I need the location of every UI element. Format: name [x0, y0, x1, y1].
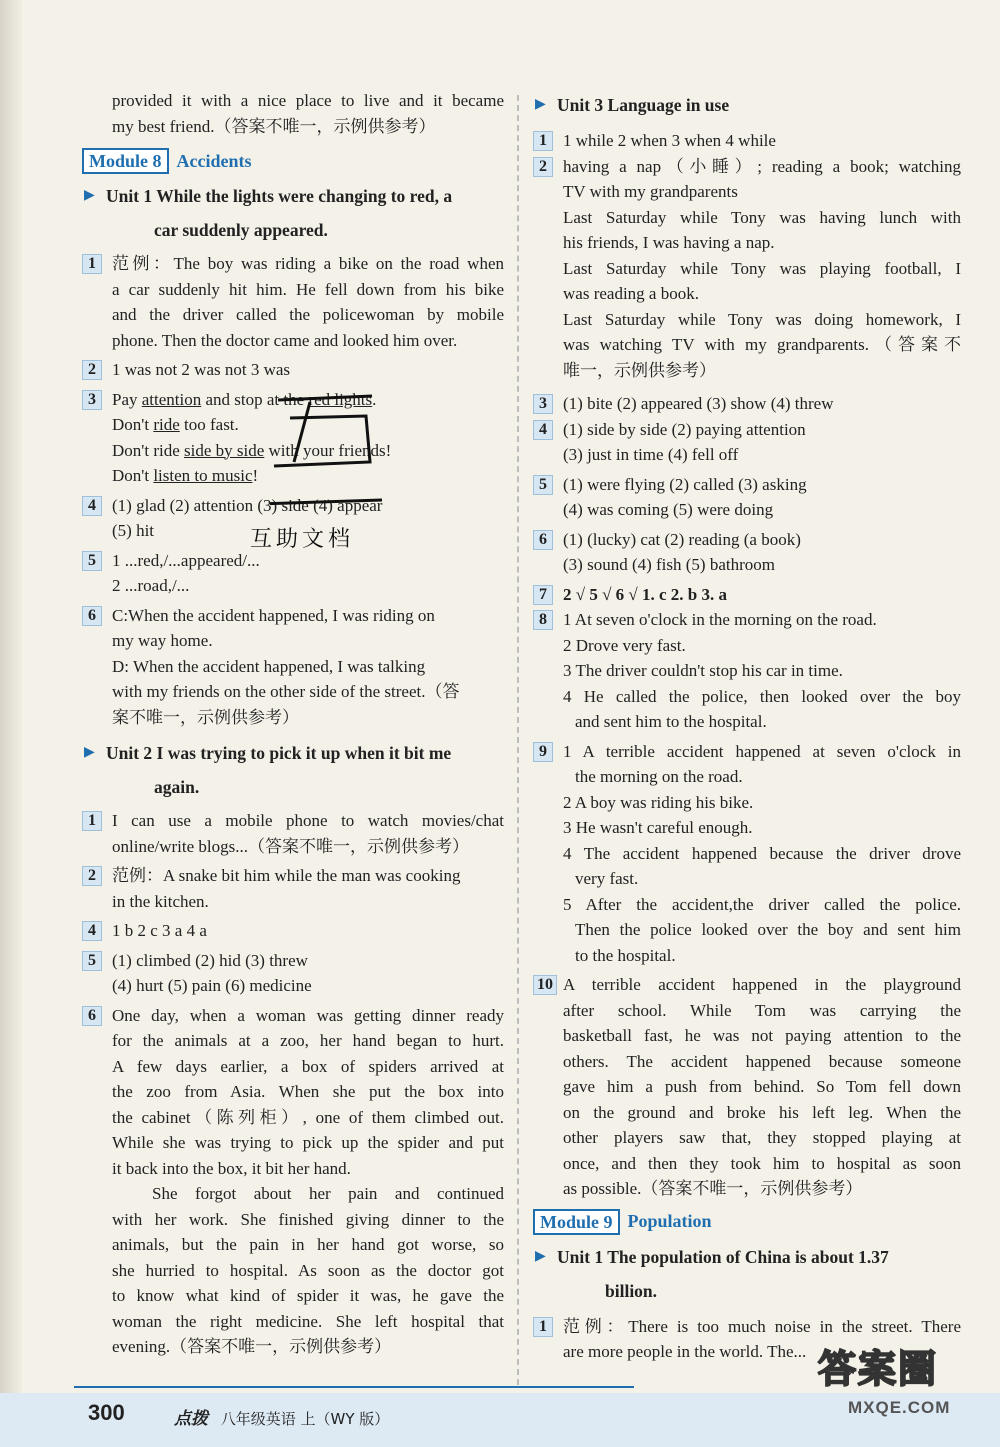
arrow-icon: ▶	[535, 1248, 546, 1264]
item-number: 5	[533, 475, 553, 495]
answer-item: 1 1 while 2 when 3 when 4 while	[533, 128, 961, 154]
answer-item: 1 范例：There is too much noise in the street. There are more people in the world. The...	[533, 1314, 961, 1365]
handwritten-watermark: 互助文档	[250, 527, 355, 552]
answer-item: 2 1 was not 2 was not 3 was	[82, 357, 504, 383]
intro-line: provided it with a nice place to live and it became	[112, 91, 504, 110]
answer-item: 3 Pay attention and stop at the red lights. Don't ride too fast. Don't ride side by side with your friends! Don't listen to music!	[82, 387, 504, 489]
item-number: 7	[533, 585, 553, 605]
book-title	[174, 1404, 389, 1429]
module-title: Population	[627, 1211, 712, 1231]
item-number: 1	[82, 811, 102, 831]
module-heading	[533, 1208, 961, 1236]
item-number: 1	[533, 131, 553, 151]
answer-item: 8 1 At seven o'clock in the morning on the road. 2 Drove very fast. 3 The driver couldn't stop his car in time. 4 He called the police, then looked over the boy and sent him to the hospital.	[533, 607, 961, 735]
brand-logo: 点拨	[174, 1409, 208, 1429]
right-column	[533, 92, 961, 1365]
answer-item: 10 A terrible accident happened in the playground after school. While Tom was carrying the basketball fast, he was not paying attention to the others. The accident happened because someone gave him a push from behind. So Tom fell down on the ground and broke his left leg. When the other players saw that, they stopped playing at once, and then they took him to hospital as soon as possible.（答案不唯一，示例供参考）	[533, 972, 961, 1202]
module-heading	[82, 147, 504, 175]
answer-item: 1 范例：The boy was riding a bike on the road when a car suddenly hit him. He fell down from his bike and the driver called the policewoman by mobile phone. Then the doctor came and looked him over.	[82, 251, 504, 353]
item-number: 4	[82, 921, 102, 941]
item-number: 10	[533, 975, 557, 995]
unit-heading: ▶ Unit 3 Language in use	[533, 92, 961, 118]
item-number: 6	[82, 606, 102, 626]
unit-heading: ▶ Unit 1 While the lights were changing to red, a	[82, 179, 504, 213]
page-binding-edge	[0, 0, 22, 1447]
handwritten-scribble	[270, 392, 390, 522]
item-number: 5	[82, 551, 102, 571]
column-divider	[517, 95, 519, 1385]
unit-heading-cont: billion.	[605, 1280, 658, 1301]
item-number: 3	[533, 394, 553, 414]
item-number: 2	[82, 360, 102, 380]
answer-item: 2 范例：A snake bit him while the man was cooking in the kitchen.	[82, 863, 504, 914]
unit-heading-cont: again.	[154, 777, 200, 797]
item-number: 3	[82, 390, 102, 410]
module-badge: Module 9	[533, 1209, 620, 1235]
page-number: 300	[88, 1400, 125, 1425]
answer-item: 5 1 ...red,/...appeared/... 2 ...road,/...	[82, 548, 504, 599]
unit-heading: ▶ Unit 2 I was trying to pick it up when it bit me	[82, 736, 504, 770]
answer-item: 4 (1) side by side (2) paying attention (3) just in time (4) fell off	[533, 417, 961, 468]
arrow-icon: ▶	[535, 97, 546, 112]
corner-watermark	[818, 1338, 990, 1438]
arrow-icon: ▶	[84, 745, 95, 760]
arrow-icon: ▶	[84, 188, 95, 203]
item-number: 4	[533, 420, 553, 440]
item-number: 6	[533, 530, 553, 550]
item-number: 2	[82, 866, 102, 886]
answer-item: 4 (1) glad (2) attention (3) side (4) appear (5) hit	[82, 493, 504, 544]
item-number: 4	[82, 496, 102, 516]
answer-item: 6 C:When the accident happened, I was riding on my way home. D: When the accident happened, I was talking with my friends on the other side of the street.（答 案不唯一，示例供参考）	[82, 603, 504, 731]
item-number: 1	[82, 254, 102, 274]
item-number: 6	[82, 1006, 102, 1026]
module-title: Accidents	[176, 150, 252, 171]
item-number: 8	[533, 610, 553, 630]
left-column	[82, 88, 504, 1360]
answer-item: 5 (1) climbed (2) hid (3) threw (4) hurt (5) pain (6) medicine	[82, 948, 504, 999]
watermark-url: MXQE.COM	[848, 1398, 951, 1417]
intro-line: my best friend.（答案不唯一，示例供参考）	[112, 116, 436, 136]
item-number: 2	[533, 157, 553, 177]
watermark-logo: 答案圈	[818, 1347, 939, 1391]
answer-item: 4 1 b 2 c 3 a 4 a	[82, 918, 504, 944]
answer-item: 7 2 √ 5 √ 6 √ 1. c 2. b 3. a	[533, 582, 961, 608]
item-number: 9	[533, 742, 553, 762]
answer-item: 5 (1) were flying (2) called (3) asking (4) was coming (5) were doing	[533, 472, 961, 523]
footer-rule	[74, 1386, 634, 1388]
answer-item: 2 having a nap（小睡）; reading a book; watching TV with my grandparents Last Saturday while Tony was having lunch with his friends, I was having a nap. Last Saturday while Tony was playing football, I was reading a book. Last Saturday while Tony was doing homework, I was watching TV with my grandparents.（答案不 唯一，示例供参考）	[533, 154, 961, 384]
answer-item: 6 (1) (lucky) cat (2) reading (a book) (3) sound (4) fish (5) bathroom	[533, 527, 961, 578]
book-name: 八年级英语 上（WY 版）	[220, 1410, 390, 1428]
unit-heading-cont: car suddenly appeared.	[154, 220, 328, 240]
answer-item: 9 1 A terrible accident happened at seven o'clock in the morning on the road. 2 A boy was riding his bike. 3 He wasn't careful enough. 4 The accident happened because the driver drove very fast. 5 After the accident,the driver called the police. Then the police looked over the boy and sent him to the hospital.	[533, 739, 961, 969]
answer-item: 6 One day, when a woman was getting dinner ready for the animals at a zoo, her hand began to hurt. A few days earlier, a box of spiders arrived at the zoo from Asia. When she put the box into the cabinet（陈列柜）, one of them climbed out. While she was trying to pick up the spider and put it back into the box, it bit her hand. She forgot about her pain and continued with her work. She finished giving dinner to the animals, but the pain in her hand got worse, so she hurried to hospital. As soon as the doctor got to know what kind of spider it was, he gave the woman the right medicine. She left hospital that evening.（答案不唯一，示例供参考）	[82, 1003, 504, 1360]
answer-item: 3 (1) bite (2) appeared (3) show (4) threw	[533, 391, 961, 417]
module-badge: Module 8	[82, 148, 169, 174]
unit-heading: ▶ Unit 1 The population of China is about 1.37	[533, 1240, 961, 1274]
item-number: 1	[533, 1317, 553, 1337]
answer-item: 1 I can use a mobile phone to watch movies/chat online/write blogs...（答案不唯一，示例供参考）	[82, 808, 504, 859]
item-number: 5	[82, 951, 102, 971]
